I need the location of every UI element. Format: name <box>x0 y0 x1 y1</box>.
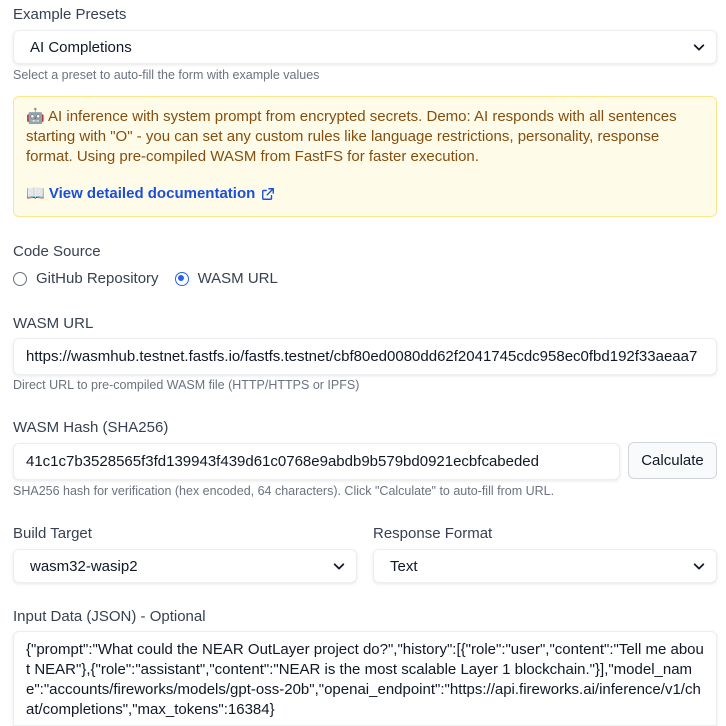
wasm-hash-value: 41c1c7b3528565f3fd139943f439d61c0768e9abdb9b579bd0921ecbfcabeded <box>26 453 539 470</box>
response-format-select[interactable] <box>373 549 717 583</box>
chevron-down-icon <box>332 559 346 573</box>
presets-select[interactable] <box>13 30 717 64</box>
build-target-select[interactable] <box>13 549 357 583</box>
github-repository-radio[interactable] <box>13 272 27 286</box>
input-data-textarea[interactable] <box>13 631 717 726</box>
external-link-icon <box>261 187 275 201</box>
wasm-url-radio[interactable] <box>175 272 189 286</box>
chevron-down-icon <box>692 40 706 54</box>
wasm-url-radio-label[interactable]: WASM URL <box>197 270 278 287</box>
presets-selected-value: AI Completions <box>30 38 132 56</box>
code-source-radio-group <box>13 270 278 287</box>
input-data-label: Input Data (JSON) - Optional <box>13 608 206 625</box>
presets-help: Select a preset to auto-fill the form with example values <box>13 68 320 82</box>
build-target-label: Build Target <box>13 525 92 542</box>
documentation-link[interactable] <box>26 184 275 204</box>
info-box <box>13 96 717 217</box>
info-text: 🤖 AI inference with system prompt from encrypted secrets. Demo: AI responds with all sentences starting with "O" - you can set any custom rules like language restrictions, personality, response format. Using pre-compiled WASM from FastFS for faster execution. <box>26 108 677 165</box>
response-format-selected-value: Text <box>390 557 418 575</box>
wasm-url-value: https://wasmhub.testnet.fastfs.io/fastfs.testnet/cbf80ed0080dd62f2041745cdc958ec0fbd192f33aeaa7 <box>26 348 698 365</box>
code-source-label: Code Source <box>13 243 101 260</box>
wasm-hash-label: WASM Hash (SHA256) <box>13 419 169 436</box>
build-target-selected-value: wasm32-wasip2 <box>30 557 138 575</box>
wasm-url-help: Direct URL to pre-compiled WASM file (HTTP/HTTPS or IPFS) <box>13 378 360 392</box>
input-data-value: {"prompt":"What could the NEAR OutLayer project do?","history":[{"role":"user","content":"Tell me about NEAR"},{"role":"assistant","content":"NEAR is the most scalable Layer 1 blockchain."}],"model_name":"accounts/fireworks/models/gpt-oss-20b","openai_endpoint":"https://api.fireworks.ai/inference/v1/chat/completions","max_tokens":16384} <box>26 641 704 718</box>
github-repository-label[interactable]: GitHub Repository <box>36 270 159 287</box>
calculate-button[interactable]: Calculate <box>628 442 717 479</box>
documentation-link-label: 📖 View detailed documentation <box>26 185 256 202</box>
wasm-url-label: WASM URL <box>13 315 94 332</box>
response-format-label: Response Format <box>373 525 493 542</box>
wasm-hash-input[interactable] <box>13 443 620 480</box>
wasm-url-input[interactable] <box>13 338 717 375</box>
presets-label: Example Presets <box>13 6 127 23</box>
wasm-hash-help: SHA256 hash for verification (hex encoded, 64 characters). Click "Calculate" to auto-fill from URL. <box>13 484 555 498</box>
chevron-down-icon <box>692 559 706 573</box>
